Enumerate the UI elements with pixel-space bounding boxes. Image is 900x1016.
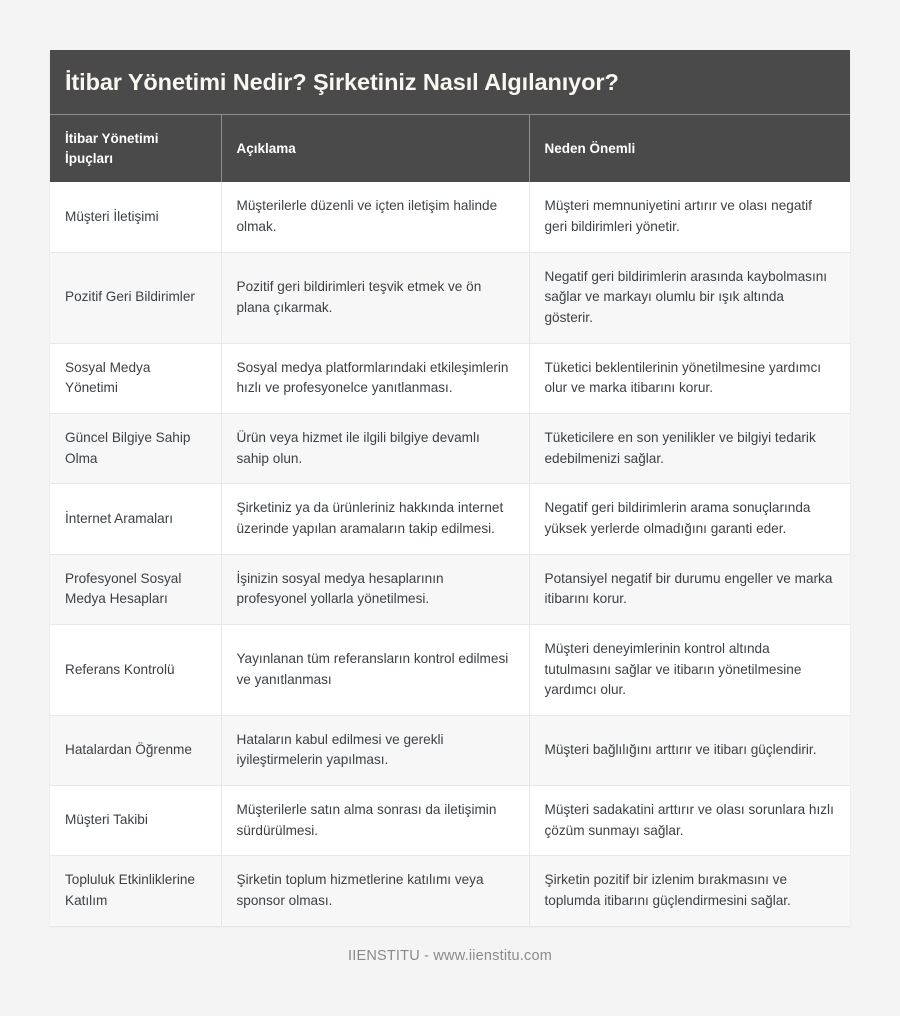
table-body xyxy=(50,50,850,926)
cell-importance: Negatif geri bildirimlerin arasında kaybolmasını sağlar ve markayı olumlu bir ışık altında gösterir. xyxy=(529,252,850,343)
table-row xyxy=(50,343,850,413)
table-row xyxy=(50,856,850,926)
page-title: İtibar Yönetimi Nedir? Şirketiniz Nasıl Algılanıyor? xyxy=(50,50,850,115)
table-row xyxy=(50,252,850,343)
reputation-management-table xyxy=(50,50,850,926)
cell-description: Müşterilerle düzenli ve içten iletişim halinde olmak. xyxy=(221,182,529,252)
cell-tip: Güncel Bilgiye Sahip Olma xyxy=(50,413,221,483)
cell-tip: İnternet Aramaları xyxy=(50,484,221,554)
cell-description: Hataların kabul edilmesi ve gerekli iyileştirmelerin yapılması. xyxy=(221,715,529,785)
table-row xyxy=(50,624,850,715)
cell-description: Müşterilerle satın alma sonrası da iletişimin sürdürülmesi. xyxy=(221,786,529,856)
cell-tip: Müşteri İletişimi xyxy=(50,182,221,252)
cell-description: Yayınlanan tüm referansların kontrol edilmesi ve yanıtlanması xyxy=(221,624,529,715)
table-row xyxy=(50,413,850,483)
table-header-row xyxy=(50,115,850,183)
cell-importance: Negatif geri bildirimlerin arama sonuçlarında yüksek yerlerde olmadığını garanti eder. xyxy=(529,484,850,554)
cell-description: Şirketin toplum hizmetlerine katılımı veya sponsor olması. xyxy=(221,856,529,926)
table-row xyxy=(50,786,850,856)
column-header-tips: İtibar Yönetimi İpuçları xyxy=(50,115,221,183)
table-title-row xyxy=(50,50,850,115)
column-header-importance: Neden Önemli xyxy=(529,115,850,183)
cell-tip: Sosyal Medya Yönetimi xyxy=(50,343,221,413)
cell-tip: Topluluk Etkinliklerine Katılım xyxy=(50,856,221,926)
cell-description: Pozitif geri bildirimleri teşvik etmek ve ön plana çıkarmak. xyxy=(221,252,529,343)
cell-importance: Müşteri bağlılığını arttırır ve itibarı güçlendirir. xyxy=(529,715,850,785)
cell-description: Ürün veya hizmet ile ilgili bilgiye devamlı sahip olun. xyxy=(221,413,529,483)
cell-tip: Pozitif Geri Bildirimler xyxy=(50,252,221,343)
cell-description: Şirketiniz ya da ürünleriniz hakkında internet üzerinde yapılan aramaların takip edilmesi. xyxy=(221,484,529,554)
cell-tip: Profesyonel Sosyal Medya Hesapları xyxy=(50,554,221,624)
cell-description: İşinizin sosyal medya hesaplarının profesyonel yollarla yönetilmesi. xyxy=(221,554,529,624)
table-row xyxy=(50,554,850,624)
cell-importance: Potansiyel negatif bir durumu engeller ve marka itibarını korur. xyxy=(529,554,850,624)
cell-importance: Müşteri memnuniyetini artırır ve olası negatif geri bildirimleri yönetir. xyxy=(529,182,850,252)
info-table-container xyxy=(50,50,850,926)
footer-attribution: IIENSTITU - www.iienstitu.com xyxy=(348,947,552,964)
table-row xyxy=(50,182,850,252)
cell-importance: Müşteri sadakatini arttırır ve olası sorunlara hızlı çözüm sunmayı sağlar. xyxy=(529,786,850,856)
column-header-description: Açıklama xyxy=(221,115,529,183)
cell-tip: Referans Kontrolü xyxy=(50,624,221,715)
cell-tip: Müşteri Takibi xyxy=(50,786,221,856)
cell-tip: Hatalardan Öğrenme xyxy=(50,715,221,785)
table-row xyxy=(50,715,850,785)
table-row xyxy=(50,484,850,554)
cell-description: Sosyal medya platformlarındaki etkileşimlerin hızlı ve profesyonelce yanıtlanması. xyxy=(221,343,529,413)
cell-importance: Tüketicilere en son yenilikler ve bilgiyi tedarik edebilmenizi sağlar. xyxy=(529,413,850,483)
cell-importance: Tüketici beklentilerinin yönetilmesine yardımcı olur ve marka itibarını korur. xyxy=(529,343,850,413)
cell-importance: Müşteri deneyimlerinin kontrol altında tutulmasını sağlar ve itibarın yönetilmesine yardımcı olur. xyxy=(529,624,850,715)
cell-importance: Şirketin pozitif bir izlenim bırakmasını ve toplumda itibarını güçlendirmesini sağlar. xyxy=(529,856,850,926)
